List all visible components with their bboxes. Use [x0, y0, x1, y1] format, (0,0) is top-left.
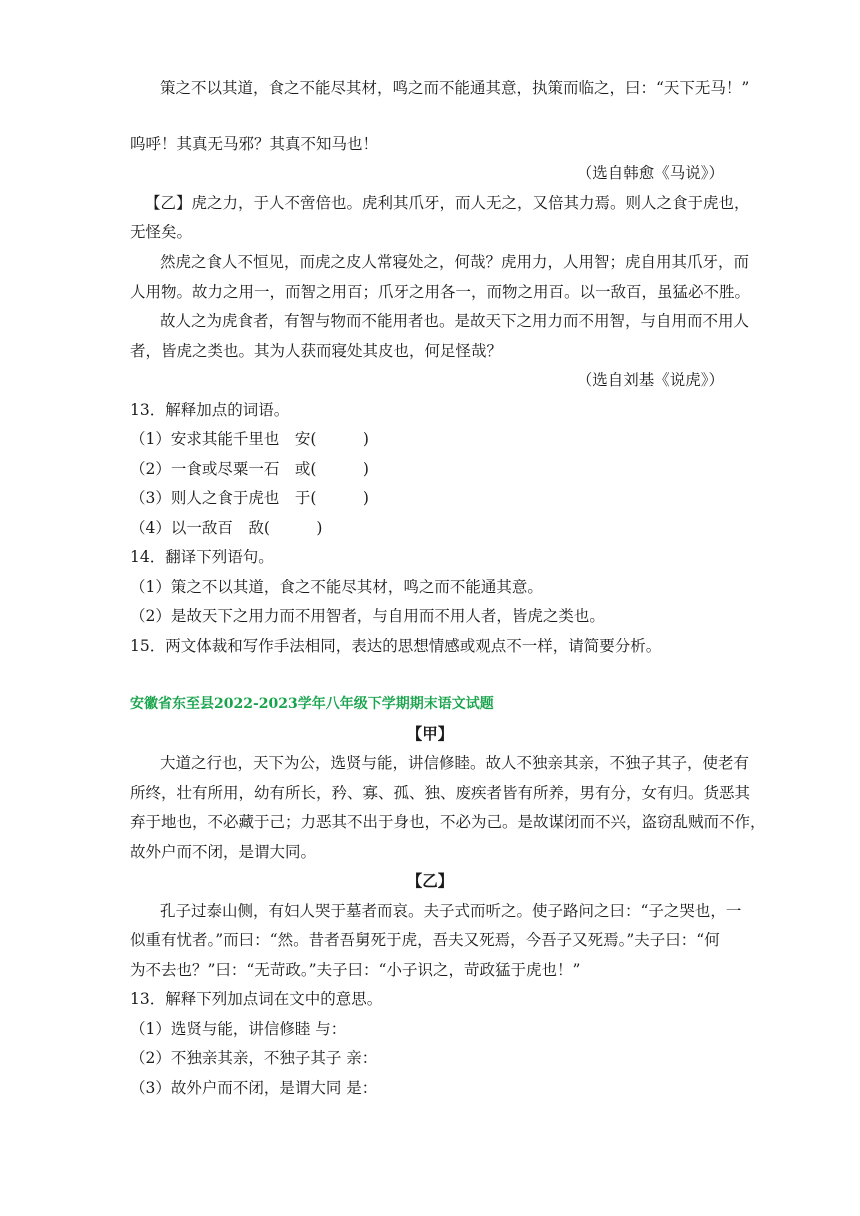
passage-line: 大道之行也，天下为公，选贤与能，讲信修睦。故人不独亲其亲，不独子其子，使老有 [160, 754, 750, 772]
question-13-item: （1）选贤与能，讲信修睦 与： [130, 1020, 347, 1038]
passage-line: 故外户而不闭，是谓大同。 [130, 843, 317, 861]
passage-line: 【乙】虎之力，于人不啻倍也。虎利其爪牙，而人无之，又倍其力焉。则人之食于虎也， [145, 194, 750, 212]
passage-line: 者，皆虎之类也。其为人获而寝处其皮也，何足怪哉？ [130, 342, 503, 360]
passage-line: 所终，壮有所用，幼有所长，矜、寡、孤、独、废疾者皆有所养，男有分，女有归。货恶其 [130, 784, 751, 802]
question-13-item: （3）则人之食于虎也 于( ) [130, 489, 369, 507]
passage-line: 呜呼！其真无马邪？其真不知马也！ [130, 135, 379, 153]
question-14-item: （1）策之不以其道，食之不能尽其材，鸣之而不能通其意。 [130, 578, 543, 596]
passage-line: 孔子过泰山侧，有妇人哭于墓者而哀。夫子式而听之。使子路问之曰：“子之哭也，一 [160, 902, 742, 920]
question-14-item: （2）是故天下之用力而不用智者，与自用而不用人者，皆虎之类也。 [130, 607, 605, 625]
passage-line: 策之不以其道，食之不能尽其材，鸣之而不能通其意，执策而临之，曰：“天下无马！” [160, 79, 750, 97]
question-13-item: （3）故外户而不闭，是谓大同 是： [130, 1079, 378, 1097]
source-citation: （选自刘基《说虎》） [576, 371, 724, 389]
question-13-item: （2）不独亲其亲，不独子其子 亲： [130, 1049, 378, 1067]
question-13-item: （1）安求其能千里也 安( ) [130, 430, 369, 448]
passage-line: 无怪矣。 [130, 223, 193, 241]
question-13-item: （2）一食或尽粟一石 或( ) [130, 460, 369, 478]
passage-line: 似重有忧者。”而曰：“然。昔者吾舅死于虎，吾夫又死焉，今吾子又死焉。”夫子曰：“何 [130, 931, 720, 949]
passage-line: 弃于地也，不必藏于己；力恶其不出于身也，不必为己。是故谋闭而不兴，盗窃乱贼而不作， [130, 813, 766, 831]
passage-line: 故人之为虎食者，有智与物而不能用者也。是故天下之用力而不用智，与自用而不用人 [160, 312, 750, 330]
question-14: 14．翻译下列语句。 [130, 548, 274, 566]
question-15: 15．两文体裁和写作手法相同，表达的思想情感或观点不一样，请简要分析。 [130, 637, 662, 655]
exam-source-heading: 安徽省东至县2022-2023学年八年级下学期期末语文试题 [130, 696, 494, 712]
passage-label-yi: 【乙】 [406, 871, 454, 890]
passage-label-jia: 【甲】 [406, 724, 454, 743]
passage-line: 人用物。故力之用一，而智之用百；爪牙之用各一，而物之用百。以一敌百，虽猛必不胜。 [130, 283, 751, 301]
passage-line: 然虎之食人不恒见，而虎之皮人常寝处之，何哉？虎用力，人用智；虎自用其爪牙，而 [160, 253, 750, 271]
question-13: 13．解释加点的词语。 [130, 401, 290, 419]
question-13-item: （4）以一敌百 敌( ) [130, 519, 323, 537]
passage-line: 为不去也？”曰：“无苛政。”夫子曰：“小子识之，苛政猛于虎也！” [130, 961, 581, 979]
question-13: 13．解释下列加点词在文中的意思。 [130, 990, 383, 1008]
source-citation: （选自韩愈《马说》） [576, 164, 724, 182]
